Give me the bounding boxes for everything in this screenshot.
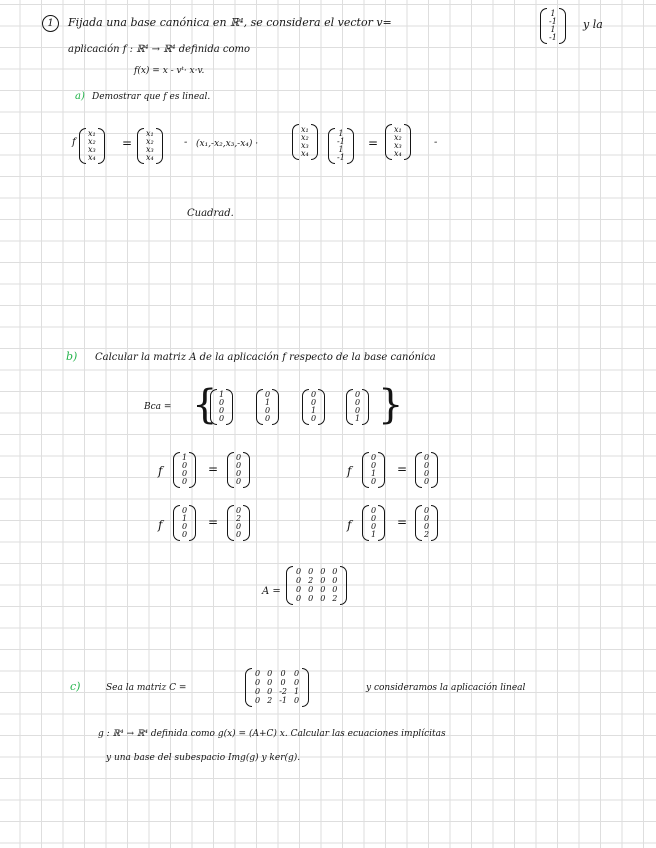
- vector-entry: 2: [424, 530, 430, 539]
- f-e4-result: [415, 505, 438, 541]
- x-vector-2: [137, 128, 163, 164]
- matrix-a: [286, 566, 347, 605]
- vector-entry: x₃: [301, 141, 309, 150]
- trailing-minus: -: [434, 137, 438, 148]
- vector-entry: x₂: [394, 133, 402, 142]
- vector-v: [540, 8, 566, 44]
- part-b-title: Calcular la matriz A de la aplicación f respecto de la base canónica: [95, 352, 436, 363]
- vector-entry: 0: [265, 390, 271, 399]
- matrix-entry: 0: [296, 567, 302, 576]
- matrix-entry: 0: [296, 585, 302, 594]
- vector-entry: 0: [424, 453, 430, 462]
- vector-entry: 0: [182, 506, 188, 515]
- f-e3-eq: =: [397, 462, 408, 476]
- vector-entry: x₄: [146, 153, 154, 162]
- vector-entry: 0: [219, 398, 225, 407]
- vector-entry: 0: [236, 461, 242, 470]
- vector-entry: 1: [338, 145, 344, 154]
- matrix-entry: 2: [267, 696, 273, 705]
- part-a-conclusion: Cuadrad.: [187, 208, 234, 219]
- vector-entry: -1: [549, 17, 557, 26]
- statement-line-1-end: y la: [583, 18, 603, 31]
- definition-formula: f(x) = x - vᵗ· x·v.: [134, 66, 205, 76]
- matrix-entry: 0: [293, 696, 300, 705]
- row-vector: (x₁,-x₂,x₃,-x₄) ·: [196, 139, 259, 149]
- f-e3-arg: [362, 452, 385, 488]
- vector-entry: x₃: [394, 141, 402, 150]
- minus-sign: -: [184, 137, 188, 148]
- f-e2-eq: =: [208, 515, 219, 529]
- vector-entry: -1: [549, 33, 557, 42]
- matrix-entry: 0: [267, 669, 273, 678]
- vector-entry: 0: [182, 461, 188, 470]
- part-c-label: c): [70, 680, 81, 693]
- vector-entry: 0: [182, 469, 188, 478]
- vector-entry: 0: [236, 477, 242, 486]
- f-e1-eq: =: [208, 462, 219, 476]
- matrix-entry: 0: [296, 594, 302, 603]
- vector-entry: 1: [550, 25, 556, 34]
- matrix-a-label: A =: [262, 586, 281, 597]
- vector-entry: 0: [355, 390, 361, 399]
- matrix-entry: 2: [332, 594, 338, 603]
- brace-open: {: [192, 382, 218, 428]
- matrix-entry: 0: [332, 567, 338, 576]
- vector-entry: 1: [338, 129, 344, 138]
- matrix-entry: 0: [293, 669, 300, 678]
- matrix-entry: 0: [320, 585, 326, 594]
- equals-1: =: [122, 136, 133, 150]
- matrix-entry: 2: [308, 576, 314, 585]
- f-letter: f: [72, 137, 76, 148]
- matrix-entry: 0: [308, 594, 314, 603]
- bca-label: Bca =: [144, 402, 172, 412]
- vector-entry: x₁: [394, 125, 402, 134]
- x-vector-3: [292, 124, 318, 160]
- vector-entry: 1: [311, 406, 317, 415]
- matrix-entry: 0: [255, 696, 261, 705]
- matrix-entry: 1: [293, 687, 300, 696]
- part-c-line-3: y una base del subespacio Img(g) y ker(g).: [106, 753, 301, 763]
- vector-entry: -1: [337, 137, 345, 146]
- vector-entry: x₄: [301, 149, 309, 158]
- basis-e4: [346, 389, 369, 425]
- vector-entry: x₁: [301, 125, 309, 134]
- vector-entry: 0: [236, 506, 242, 515]
- vector-entry: 0: [355, 398, 361, 407]
- vector-entry: x₂: [88, 137, 96, 146]
- vector-entry: 0: [265, 414, 271, 423]
- part-c-line-1-end: y consideramos la aplicación lineal: [366, 683, 526, 693]
- vector-entry: 0: [236, 469, 242, 478]
- f-e1-result: [227, 452, 250, 488]
- matrix-entry: 0: [332, 576, 338, 585]
- f-e1-arg: [173, 452, 196, 488]
- vector-entry: 0: [311, 398, 317, 407]
- basis-e3: [302, 389, 325, 425]
- vector-entry: 0: [311, 414, 317, 423]
- vector-entry: 1: [182, 514, 188, 523]
- vector-entry: x₄: [88, 153, 96, 162]
- matrix-entry: 0: [267, 678, 273, 687]
- vector-entry: 0: [265, 406, 271, 415]
- matrix-entry: 0: [320, 594, 326, 603]
- matrix-c: [245, 668, 309, 707]
- vector-entry: 1: [265, 398, 271, 407]
- f-e4-letter: f: [347, 518, 352, 532]
- matrix-entry: 0: [308, 585, 314, 594]
- problem-number: 1: [42, 15, 59, 32]
- vector-entry: 2: [236, 514, 242, 523]
- vector-entry: 0: [424, 514, 430, 523]
- matrix-entry: -2: [279, 687, 287, 696]
- x-vector-1: [79, 128, 105, 164]
- vector-entry: 1: [371, 469, 377, 478]
- statement-line-2: aplicación f : ℝ⁴ → ℝ⁴ definida como: [68, 44, 251, 55]
- statement-line-1: Fijada una base canónica en ℝ⁴, se considera el vector v=: [68, 16, 392, 29]
- v-vector: [328, 128, 354, 164]
- vector-entry: 0: [424, 522, 430, 531]
- matrix-entry: 0: [296, 576, 302, 585]
- f-e4-arg: [362, 505, 385, 541]
- vector-entry: 0: [371, 514, 377, 523]
- part-c-line-1: Sea la matriz C =: [106, 683, 187, 693]
- f-e2-result: [227, 505, 250, 541]
- vector-entry: 0: [371, 522, 377, 531]
- part-a-title: Demostrar que f es lineal.: [92, 92, 211, 102]
- f-e3-result: [415, 452, 438, 488]
- matrix-entry: 0: [255, 669, 261, 678]
- vector-entry: 0: [219, 414, 225, 423]
- vector-entry: 0: [182, 530, 188, 539]
- f-e2-arg: [173, 505, 196, 541]
- vector-entry: 0: [424, 461, 430, 470]
- part-c-line-2: g : ℝ⁴ → ℝ⁴ definida como g(x) = (A+C) x. Calcular las ecuaciones implícitas: [98, 729, 446, 739]
- vector-entry: 0: [182, 522, 188, 531]
- vector-entry: 1: [550, 9, 556, 18]
- matrix-entry: -1: [279, 696, 287, 705]
- equals-2: =: [368, 136, 379, 150]
- vector-entry: 0: [236, 453, 242, 462]
- vector-entry: x₂: [146, 137, 154, 146]
- vector-entry: 1: [355, 414, 361, 423]
- basis-e1: [210, 389, 233, 425]
- vector-entry: 0: [424, 477, 430, 486]
- vector-entry: -1: [337, 153, 345, 162]
- vector-entry: 0: [371, 461, 377, 470]
- f-e2-letter: f: [158, 518, 163, 532]
- x-vector-4: [385, 124, 411, 160]
- brace-close: }: [378, 382, 404, 428]
- matrix-entry: 0: [320, 576, 326, 585]
- vector-entry: 0: [219, 406, 225, 415]
- vector-entry: 0: [182, 477, 188, 486]
- f-e4-eq: =: [397, 515, 408, 529]
- matrix-entry: 0: [308, 567, 314, 576]
- part-b-label: b): [66, 350, 78, 363]
- vector-entry: x₃: [88, 145, 96, 154]
- matrix-entry: 0: [280, 669, 286, 678]
- matrix-entry: 0: [280, 678, 286, 687]
- vector-entry: 0: [371, 453, 377, 462]
- vector-entry: 0: [424, 469, 430, 478]
- matrix-entry: 0: [267, 687, 273, 696]
- basis-e2: [256, 389, 279, 425]
- vector-entry: 1: [371, 530, 377, 539]
- matrix-entry: 0: [332, 585, 338, 594]
- vector-entry: 0: [236, 522, 242, 531]
- vector-entry: x₄: [394, 149, 402, 158]
- vector-entry: 0: [371, 477, 377, 486]
- vector-entry: 1: [219, 390, 225, 399]
- matrix-entry: 0: [255, 687, 261, 696]
- vector-entry: 0: [355, 406, 361, 415]
- matrix-entry: 0: [320, 567, 326, 576]
- vector-entry: x₁: [88, 129, 96, 138]
- vector-entry: x₁: [146, 129, 154, 138]
- vector-entry: x₃: [146, 145, 154, 154]
- vector-entry: 1: [182, 453, 188, 462]
- vector-entry: x₂: [301, 133, 309, 142]
- vector-entry: 0: [371, 506, 377, 515]
- matrix-entry: 0: [293, 678, 300, 687]
- matrix-entry: 0: [255, 678, 261, 687]
- part-a-label: a): [75, 91, 85, 102]
- vector-entry: 0: [424, 506, 430, 515]
- vector-entry: 0: [311, 390, 317, 399]
- vector-entry: 0: [236, 530, 242, 539]
- f-e1-letter: f: [158, 464, 163, 478]
- f-e3-letter: f: [347, 464, 352, 478]
